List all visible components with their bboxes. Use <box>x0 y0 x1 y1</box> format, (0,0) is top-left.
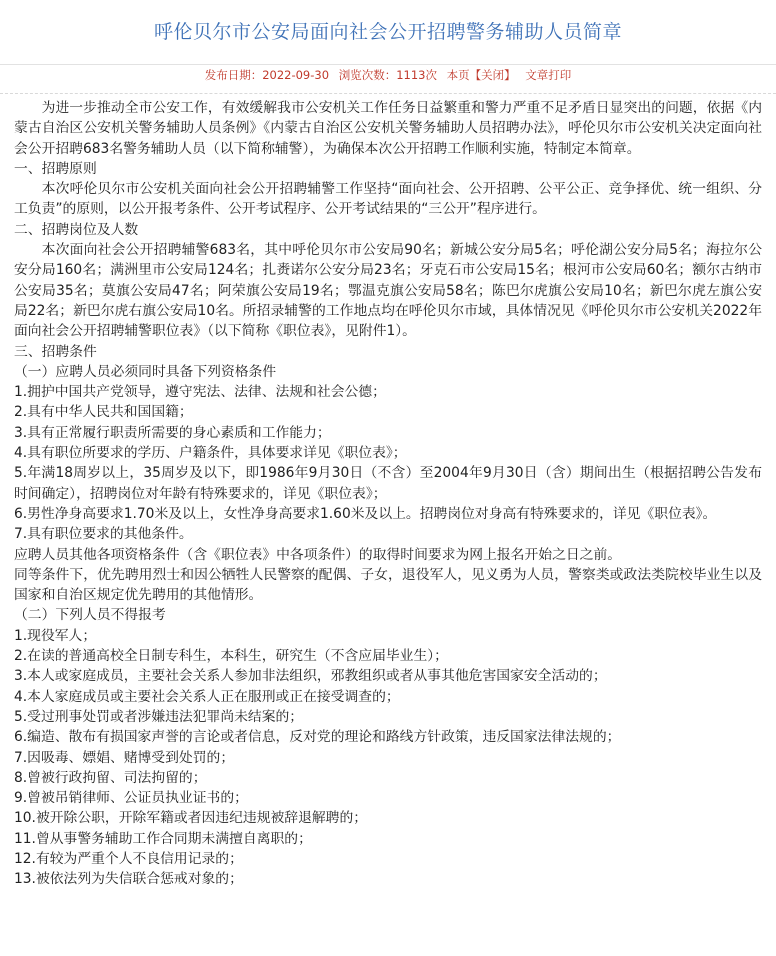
list-item: 11.曾从事警务辅助工作合同期未满擅自离职的； <box>14 830 312 847</box>
paragraph: 本次面向社会公开招聘辅警683名，其中呼伦贝尔市公安局90名；新城公安分局5名；呼伦湖公安分局5名；海拉尔公安分局160名；满洲里市公安局124名；扎赉诺尔公安分局23名；牙克石市公安局15名；根河市公安局60名；额尔古纳市公安局35名；莫旗公安局47名；阿荣旗公安局19名；鄂温克旗公安局58名；陈巴尔虎旗公安局10名；新巴尔虎左旗公安局22名；新巴尔虎右旗公安局10名。所招录辅警的工作地点均在呼伦贝尔市域，具体情况见《呼伦贝尔市公安机关2022年面向社会公开招聘辅警职位表》（以下简称《职位表》，见附件1）。 <box>14 242 762 340</box>
publish-date-value: 2022-09-30 <box>262 68 330 82</box>
list-item: 1.现役军人； <box>14 627 97 644</box>
list-item: 10.被开除公职，开除军籍或者因违纪违规被辞退解聘的； <box>14 810 368 827</box>
list-item: 1.拥护中国共产党领导，遵守宪法、法律、法规和社会公德； <box>14 384 386 401</box>
publish-date-label: 发布日期： <box>204 68 263 82</box>
list-item: 7.具有职位要求的其他条件。 <box>14 526 193 543</box>
article-title: 呼伦贝尔市公安局面向社会公开招聘警务辅助人员简章 <box>0 0 776 65</box>
section-heading: 一、招聘原则 <box>14 160 97 177</box>
list-item: 4.本人家庭成员或主要社会关系人正在服刑或正在接受调查的； <box>14 688 400 705</box>
list-item: 5.年满18周岁以上，35周岁及以下，即1986年9月30日（不含）至2004年9月30日（含）期间出生（根据招聘公告发布时间确定），招聘岗位对年龄有特殊要求的，详见《职位表》； <box>14 465 762 502</box>
paragraph: 同等条件下，优先聘用烈士和因公牺牲人民警察的配偶、子女，退役军人，见义勇为人员，警察类或政法类院校毕业生以及国家和自治区规定优先聘用的其他情形。 <box>14 566 762 604</box>
publish-date <box>205 68 329 82</box>
article-meta <box>0 63 776 94</box>
view-count-value: 1113次 <box>396 68 437 82</box>
list-item: 2.具有中华人民共和国国籍； <box>14 404 193 421</box>
paragraph-intro: 为进一步推动全市公安工作，有效缓解我市公安机关工作任务日益繁重和警力严重不足矛盾日显突出的问题，依据《内蒙古自治区公安机关警务辅助人员条例》《内蒙古自治区公安机关警务辅助人员招聘办法》，呼伦贝尔市公安机关决定面向社会公开招聘683名警务辅助人员（以下简称辅警），为确保本次公开招聘工作顺利实施，特制定本简章。 <box>14 100 762 157</box>
subsection-heading: （二）下列人员不得报考 <box>14 607 166 624</box>
list-item: 3.具有正常履行职责所需要的身心素质和工作能力； <box>14 424 331 441</box>
page-label: 本页 <box>446 68 470 82</box>
list-item: 12.有较为严重个人不良信用记录的； <box>14 850 243 867</box>
section-heading: 三、招聘条件 <box>14 343 97 360</box>
list-item: 6.男性净身高要求1.70米及以上，女性净身高要求1.60米及以上。招聘岗位对身高有特殊要求的，详见《职位表》。 <box>14 505 717 522</box>
subsection-heading: （一）应聘人员必须同时具备下列资格条件 <box>14 363 277 380</box>
list-item: 8.曾被行政拘留、司法拘留的； <box>14 769 207 786</box>
list-item: 4.具有职位所要求的学历、户籍条件，具体要求详见《职位表》； <box>14 445 407 462</box>
close-link[interactable]: 【关闭】 <box>469 68 516 82</box>
paragraph: 本次呼伦贝尔市公安机关面向社会公开招聘辅警工作坚持“面向社会、公开招聘、公平公正、竞争择优、统一组织、分工负责”的原则，以公开报考条件、公开考试程序、公开考试结果的“三公开”程序进行。 <box>14 181 762 218</box>
list-item: 7.因吸毒、嫖娼、赌博受到处罚的； <box>14 749 235 766</box>
view-count <box>339 68 437 82</box>
paragraph: 应聘人员其他各项资格条件（含《职位表》中各项条件）的取得时间要求为网上报名开始之日之前。 <box>14 546 622 563</box>
section-heading: 二、招聘岗位及人数 <box>14 221 139 238</box>
print-link[interactable]: 文章打印 <box>525 68 572 82</box>
list-item: 13.被依法列为失信联合惩戒对象的； <box>14 871 243 888</box>
list-item: 9.曾被吊销律师、公证员执业证书的； <box>14 790 248 807</box>
list-item: 5.受过刑事处罚或者涉嫌违法犯罪尚未结案的； <box>14 708 304 725</box>
list-item: 3.本人或家庭成员，主要社会关系人参加非法组织，邪教组织或者从事其他危害国家安全活动的； <box>14 668 607 685</box>
view-count-label: 浏览次数： <box>338 68 397 82</box>
article-body <box>0 94 776 890</box>
list-item: 2.在读的普通高校全日制专科生，本科生，研究生（不含应届毕业生）； <box>14 648 448 665</box>
list-item: 6.编造、散布有损国家声誉的言论或者信息，反对党的理论和路线方针政策，违反国家法律法规的； <box>14 729 621 746</box>
